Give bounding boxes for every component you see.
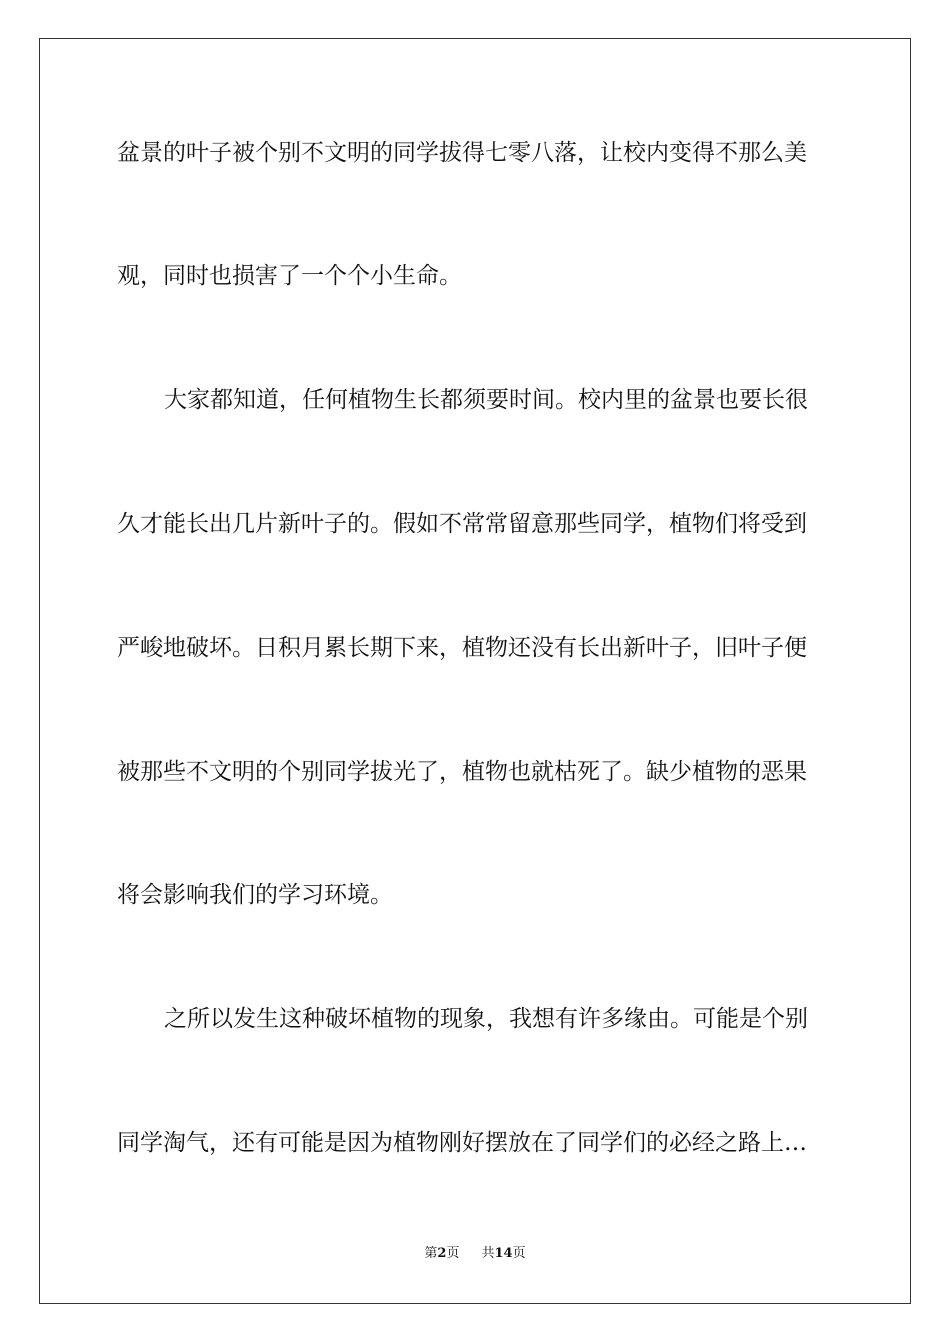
total-suffix: 页 xyxy=(512,1246,526,1261)
page-number: 2 xyxy=(437,1246,447,1261)
text-line-8: 之所以发生这种破坏植物的现象，我想有许多缘由。可能是个别 xyxy=(164,1006,808,1032)
page-prefix: 第 xyxy=(424,1246,438,1261)
text-line-4: 久才能长出几片新叶子的。假如不常常留意那些同学，植物们将受到 xyxy=(117,511,807,537)
total-pages: 14 xyxy=(494,1246,513,1261)
total-prefix: 共 xyxy=(481,1246,495,1261)
text-line-3: 大家都知道，任何植物生长都须要时间。校内里的盆景也要长很 xyxy=(164,387,808,413)
text-line-5: 严峻地破坏。日积月累长期下来，植物还没有长出新叶子，旧叶子便 xyxy=(117,635,807,661)
text-line-9: 同学淘气，还有可能是因为植物刚好摆放在了同学们的必经之路上… xyxy=(117,1130,807,1156)
page-footer xyxy=(0,1246,950,1262)
page-border xyxy=(39,38,911,1304)
text-line-2: 观，同时也损害了一个个小生命。 xyxy=(117,263,462,289)
text-line-6: 被那些不文明的个别同学拔光了，植物也就枯死了。缺少植物的恶果 xyxy=(117,759,807,785)
text-line-1: 盆景的叶子被个别不文明的同学拔得七零八落，让校内变得不那么美 xyxy=(117,140,807,166)
text-line-7: 将会影响我们的学习环境。 xyxy=(117,882,393,908)
page-suffix: 页 xyxy=(446,1246,460,1261)
